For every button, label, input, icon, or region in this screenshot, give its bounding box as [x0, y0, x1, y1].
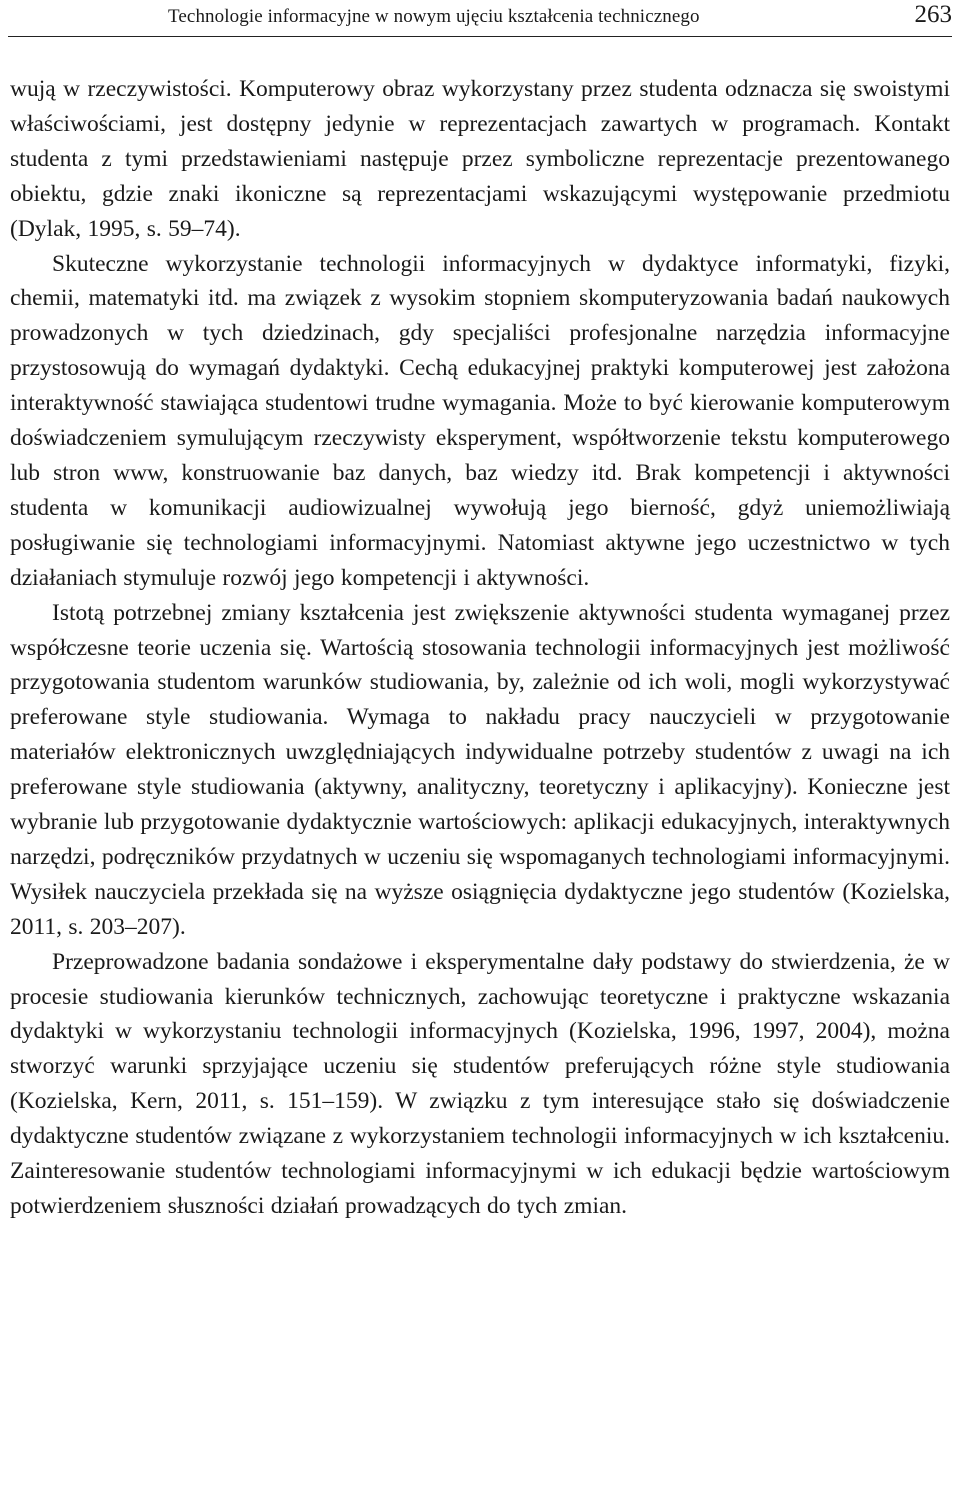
paragraph-3: Istotą potrzebnej zmiany kształcenia jest zwiększenie aktywności studenta wymaganej przez współczesne teorie uczenia się. Wartością stosowania technologii informacyjnych jest możliwość przygotowania studentom warunków studiowania, by, zależnie od ich woli, mogli wykorzystywać preferowane style studiowania. Wymaga to nakładu pracy nauczycieli w przygotowanie materiałów elektronicznych uwzględniających indywidualne potrzeby studentów z uwagi na ich preferowane style studiowania (aktywny, analityczny, teoretyczny i aplikacyjny). Konieczne jest wybranie lub przygotowanie dydaktycznie wartościowych: aplikacji edukacyjnych, interaktywnych narzędzi, podręczników przydatnych w uczeniu się wspomaganych technologiami informacyjnymi. Wysiłek nauczyciela przekłada się na wyższe osiągnięcia dydaktyczne jego studentów (Kozielska, 2011, s. 203–207).: [10, 599, 950, 940]
running-title: Technologie informacyjne w nowym ujęciu kształcenia technicznego: [168, 6, 700, 27]
paragraph-2: Skuteczne wykorzystanie technologii informacyjnych w dydaktyce informatyki, fizyki, chemii, matematyki itd. ma związek z wysokim stopniem skomputeryzowania badań naukowych prowadzonych w tych dziedzinach, gdy specjaliści profesjonalne narzędzia informacyjne przystosowują do wymagań dydaktyki. Cechą edukacyjnej praktyki komputerowej jest założona interaktywność stawiająca studentowi trudne wymagania. Może to być kierowanie komputerowym doświadczeniem symulującym rzeczywisty eksperyment, współtworzenie tekstu komputerowego lub stron www, konstruowanie baz danych, baz wiedzy itd. Brak kompetencji i aktywności studenta w komunikacji audiowizualnej wywołują jego bierność, gdyż uniemożliwiają posługiwanie się technologiami informacyjnymi. Natomiast aktywne jego uczestnictwo w tych działaniach stymuluje rozwój jego kompetencji i aktywności.: [10, 250, 950, 591]
paragraph-4: Przeprowadzone badania sondażowe i eksperymentalne dały podstawy do stwierdzenia, że w procesie studiowania kierunków technicznych, zachowując teoretyczne i praktyczne wskazania dydaktyki w wykorzystaniu technologii informacyjnych (Kozielska, 1996, 1997, 2004), można stworzyć warunki sprzyjające uczeniu się studentów preferujących różne style studiowania (Kozielska, Kern, 2011, s. 151–159). W związku z tym interesujące stało się doświadczenie dydaktyczne studentów związane z wykorzystaniem technologii informacyjnych w ich kształceniu. Zainteresowanie studentów technologiami informacyjnymi w ich edukacji będzie wartościowym potwierdzeniem słuszności działań prowadzących do tych zmian.: [10, 948, 950, 1219]
running-header: [8, 0, 952, 37]
paragraph-1: wują w rzeczywistości. Komputerowy obraz wykorzystany przez studenta odznacza się swoistymi właściwościami, jest dostępny jedynie w reprezentacjach zawartych w programach. Kontakt studenta z tymi przedstawieniami następuje przez symboliczne reprezentacje prezentowanego obiektu, gdzie znaki ikoniczne są reprezentacjami wskazującymi występowanie przedmiotu (Dylak, 1995, s. 59–74).: [10, 76, 950, 242]
page-number: 263: [914, 1, 952, 28]
body-text: [10, 72, 950, 1224]
